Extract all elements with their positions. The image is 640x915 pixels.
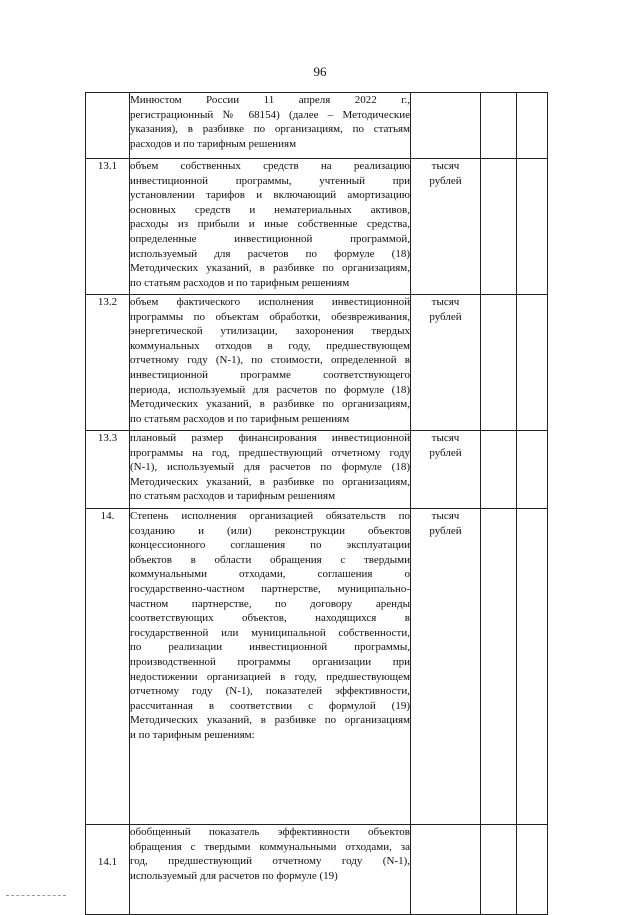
description-line: концессионного соглашения по эксплуатации: [130, 539, 410, 552]
unit-line: тысяч: [431, 160, 460, 172]
scan-edge-mark: [6, 895, 66, 898]
page-number: 96: [313, 64, 327, 79]
row-number: 13.2: [86, 295, 130, 431]
description-line: расходов и по тарифным решениям: [130, 137, 297, 150]
description-line: соответствующих объектов, находящихся в: [130, 612, 410, 625]
description-line: Методических указаний, в разбивке по организациям: [130, 714, 410, 727]
description-line: указания), в разбивке по организациям, по статьям: [130, 123, 410, 136]
value-cell-2: [517, 825, 548, 915]
description-line: объем собственных средств на реализацию: [130, 160, 410, 172]
description-line: рассчитанная в соответствии с формулой (19): [130, 699, 410, 712]
table-row: [86, 509, 548, 825]
description-line: плановый размер финансирования инвестиционной: [130, 432, 410, 444]
row-number: 14.: [86, 509, 130, 825]
description-line: частном партнерстве, по договору аренды: [130, 597, 410, 610]
description-line: отчетному году (N-1), по стоимости, определенной в: [130, 354, 410, 367]
unit-of-measure: [411, 295, 481, 431]
value-cell-1: [481, 825, 517, 915]
unit-of-measure: [411, 93, 481, 159]
description-line: (N-1), используемый для расчетов по формуле (18): [130, 461, 410, 474]
description-line: инвестиционной программе соответствующего: [130, 368, 410, 381]
description-line: Методических указаний, в разбивке по организациям,: [130, 262, 410, 275]
description-line: программы по объектам обработки, обезвреживания,: [130, 310, 410, 323]
indicator-description: [130, 159, 411, 295]
indicator-description: [130, 509, 411, 825]
description-line: установлении тарифов и включающий амортизацию: [130, 189, 410, 202]
value-cell-2: [517, 159, 548, 295]
unit-line: рублей: [429, 524, 462, 537]
description-line: регистрационный № 68154) (далее – Методические: [130, 108, 410, 121]
value-cell-2: [517, 93, 548, 159]
unit-line: тысяч: [431, 510, 460, 522]
description-line: Минюстом России 11 апреля 2022 г.,: [130, 94, 410, 106]
description-line: отчетному году (N-1), показателей эффективности,: [130, 685, 410, 698]
description-line: основных средств и нематериальных активов,: [130, 203, 410, 216]
table-row: [86, 431, 548, 509]
unit-of-measure: [411, 159, 481, 295]
description-line: Степень исполнения организацией обязательств по: [130, 510, 410, 522]
value-cell-2: [517, 509, 548, 825]
indicators-table: [85, 92, 548, 915]
description-line: Методических указаний, в разбивке по организациям,: [130, 475, 410, 488]
row-number: 13.3: [86, 431, 130, 509]
row-number: 14.1: [86, 825, 130, 915]
unit-line: рублей: [429, 310, 462, 323]
value-cell-2: [517, 295, 548, 431]
description-line: обобщенный показатель эффективности объектов: [130, 826, 410, 838]
description-line: программы на год, предшествующий отчетному году: [130, 446, 410, 459]
value-cell-1: [481, 431, 517, 509]
description-line: производственной программы организации при: [130, 655, 410, 668]
indicator-description: [130, 431, 411, 509]
table-row: [86, 295, 548, 431]
description-line: государственно-частном партнерстве, муниципально-: [130, 582, 410, 595]
description-line: инвестиционной программы, учтенный при: [130, 174, 410, 187]
row-number: [86, 93, 130, 159]
value-cell-1: [481, 295, 517, 431]
unit-of-measure: [411, 431, 481, 509]
description-line: периода, используемый для расчетов по формуле (18): [130, 383, 410, 396]
description-line: используемый для расчетов по формуле (19): [130, 869, 338, 882]
indicator-description: [130, 93, 411, 159]
description-line: государственной или муниципальной собственности,: [130, 626, 410, 639]
description-line: объем фактического исполнения инвестиционной: [130, 296, 410, 308]
unit-line: тысяч: [431, 296, 460, 308]
description-line: год, предшествующий отчетному году (N-1),: [130, 855, 410, 868]
value-cell-2: [517, 431, 548, 509]
indicator-description: [130, 295, 411, 431]
table-row: [86, 825, 548, 915]
description-line: объектов в области обращения с твердыми: [130, 553, 410, 566]
unit-of-measure: [411, 509, 481, 825]
description-line: и по тарифным решениям:: [130, 728, 255, 741]
description-line: по статьям расходов и по тарифным решениям: [130, 276, 350, 289]
description-line: по статьям расходов и тарифным решениям: [130, 490, 336, 503]
description-line: коммунальных отходов в году, предшествующем: [130, 339, 410, 352]
unit-of-measure: [411, 825, 481, 915]
table-row: [86, 93, 548, 159]
table-row: [86, 159, 548, 295]
unit-line: рублей: [429, 446, 462, 459]
value-cell-1: [481, 93, 517, 159]
description-line: используемый для расчетов по формуле (18): [130, 247, 410, 260]
value-cell-1: [481, 509, 517, 825]
description-line: созданию и (или) реконструкции объектов: [130, 524, 410, 537]
indicator-description: [130, 825, 411, 915]
description-line: по реализации инвестиционной программы,: [130, 641, 410, 654]
description-line: коммунальными отходами, соглашения о: [130, 568, 410, 581]
description-line: расходы из прибыли и иные собственные средства,: [130, 218, 410, 231]
value-cell-1: [481, 159, 517, 295]
description-line: энергетической утилизации, захоронения твердых: [130, 325, 410, 338]
unit-line: тысяч: [431, 432, 460, 444]
description-line: определенные инвестиционной программой,: [130, 232, 410, 245]
row-number: 13.1: [86, 159, 130, 295]
description-line: Методических указаний, в разбивке по организациям,: [130, 398, 410, 411]
description-line: по статьям расходов и по тарифным решениям: [130, 412, 350, 425]
unit-line: рублей: [429, 174, 462, 187]
description-line: недостижении организацией в году, предшествующем: [130, 670, 410, 683]
description-line: обращения с твердыми коммунальными отходами, за: [130, 840, 410, 853]
